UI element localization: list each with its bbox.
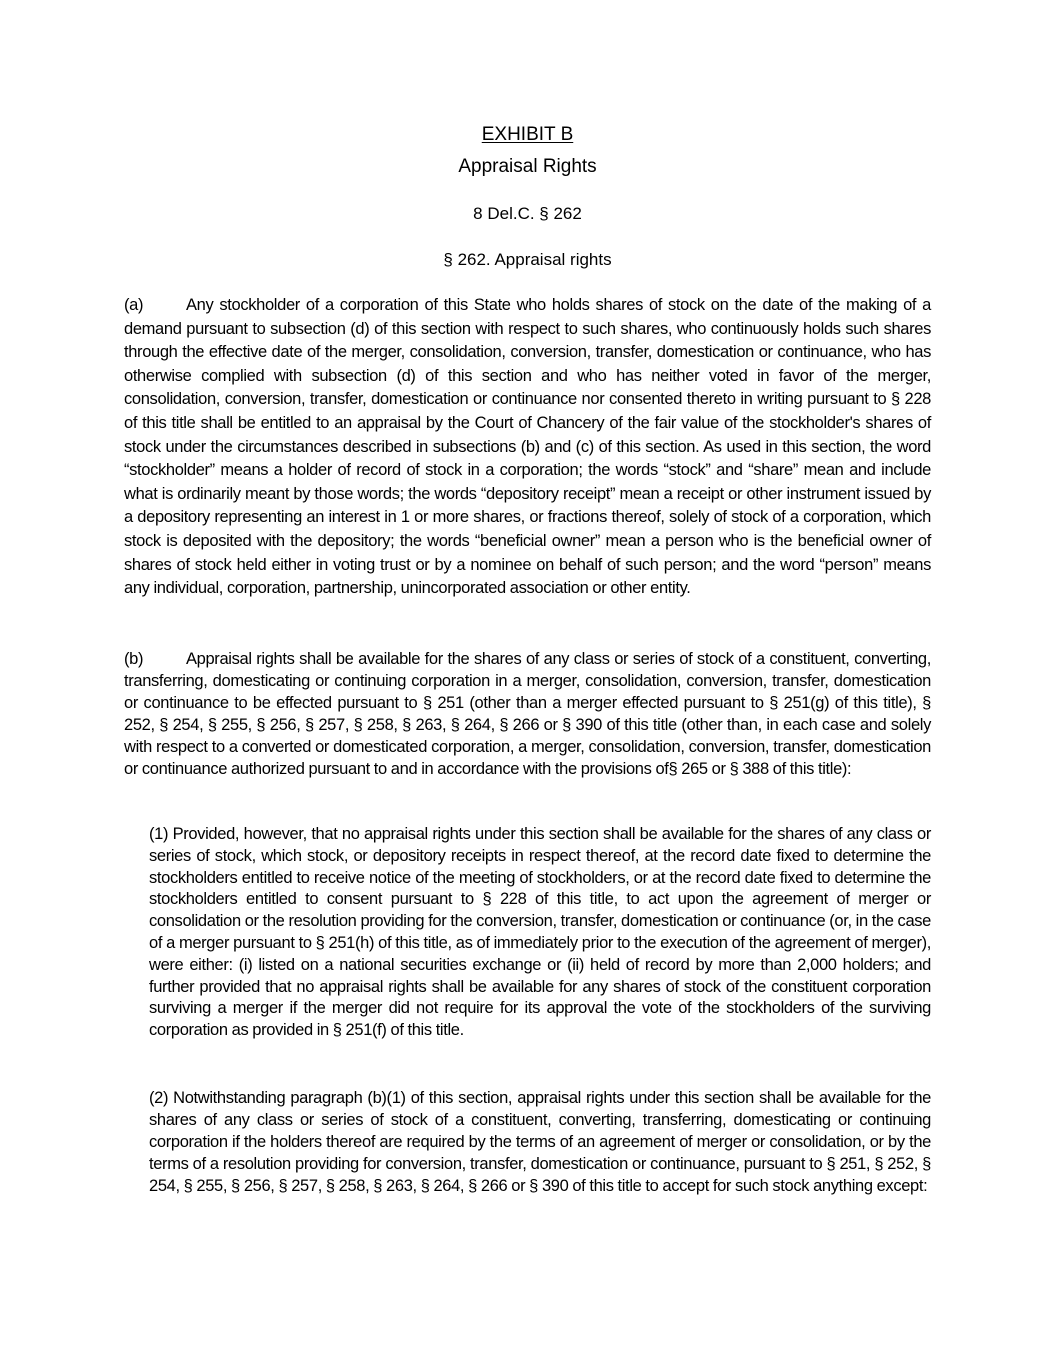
paragraph-a: [124, 294, 931, 601]
paragraph-label: (b): [124, 650, 144, 668]
paragraph-text: Appraisal rights shall be available for the shares of any class or series of stock of a constituent, converting, transferring, domesticating or continuing corporation in a merger, consolidation, conversion, transfer, domestication or continuance to be effected pursuant to § 251 (other than a merger effected pursuant to § 251(g) of this title), § 252, § 254, § 255, § 256, § 257, § 258, § 263, § 264, § 266 or § 390 of this title (other than, in each case and solely with respect to a converted or domesticated corporation, a merger, consolidation, conversion, transfer, domestication or continuance authorized pursuant to and in accordance with the provisions of§ 265 or § 388 of this title):: [124, 650, 931, 779]
document-subtitle: Appraisal Rights: [458, 156, 597, 177]
subparagraph-b-1: (1) Provided, however, that no appraisal rights under this section shall be available for the shares of any class or series of stock, which stock, or depository receipts in respect thereof, at the record date fixed to determine the stockholders entitled to receive notice of the meeting of stockholders, or at the record date fixed to determine the stockholders entitled to consent pursuant to § 228 of this title, to act upon the agreement of merger or consolidation or the resolution providing for the conversion, transfer, domestication or continuance (or, in the case of a merger pursuant to § 251(h) of this title, as of immediately prior to the execution of the agreement of merger), were either: (i) listed on a national securities exchange or (ii) held of record by more than 2,000 holders; and further provided that no appraisal rights shall be available for any shares of stock of the constituent corporation surviving a merger if the merger did not require for its approval the vote of the stockholders of the surviving corporation as provided in § 251(f) of this title.: [149, 825, 931, 1040]
section-heading: § 262. Appraisal rights: [443, 250, 612, 269]
subparagraph-b-2: (2) Notwithstanding paragraph (b)(1) of this section, appraisal rights under this section shall be available for the shares of any class or series of stock of a constituent, converting, transferring, domesticating or continuing corporation if the holders thereof are required by the terms of an agreement of merger or consolidation, or by the terms of a resolution providing for conversion, transfer, domestication or continuance, pursuant to § 251, § 252, § 254, § 255, § 256, § 257, § 258, § 263, § 264, § 266 or § 390 of this title to accept for such stock anything except:: [149, 1089, 931, 1195]
paragraph-text: Any stockholder of a corporation of this State who holds shares of stock on the date of the making of a demand pursuant to subsection (d) of this section with respect to such shares, who continuously holds such shares through the effective date of the merger, consolidation, conversion, transfer, domestication or continuance, who has otherwise complied with subsection (d) of this section and who has neither voted in favor of the merger, consolidation, conversion, transfer, domestication or continuance nor consented thereto in writing pursuant to § 228 of this title shall be entitled to an appraisal by the Court of Chancery of the fair value of the stockholder's shares of stock under the circumstances described in subsections (b) and (c) of this section. As used in this section, the word “stockholder” means a holder of record of stock in a corporation; the words “stock” and “share” mean and include what is ordinarily meant by those words; the words “depository receipt” mean a receipt or other instrument issued by a depository representing an interest in 1 or more shares, or fractions thereof, solely of stock of a corporation, which stock is deposited with the depository; the words “beneficial owner” mean a person who is the beneficial owner of shares of stock held either in voting trust or by a nominee on behalf of such person; and the word “person” means any individual, corporation, partnership, unincorporated association or other entity.: [124, 296, 931, 598]
paragraph-b: [124, 648, 931, 781]
statute-citation: 8 Del.C. § 262: [473, 204, 582, 223]
paragraph-label: (a): [124, 296, 144, 314]
exhibit-title: EXHIBIT B: [481, 124, 574, 145]
